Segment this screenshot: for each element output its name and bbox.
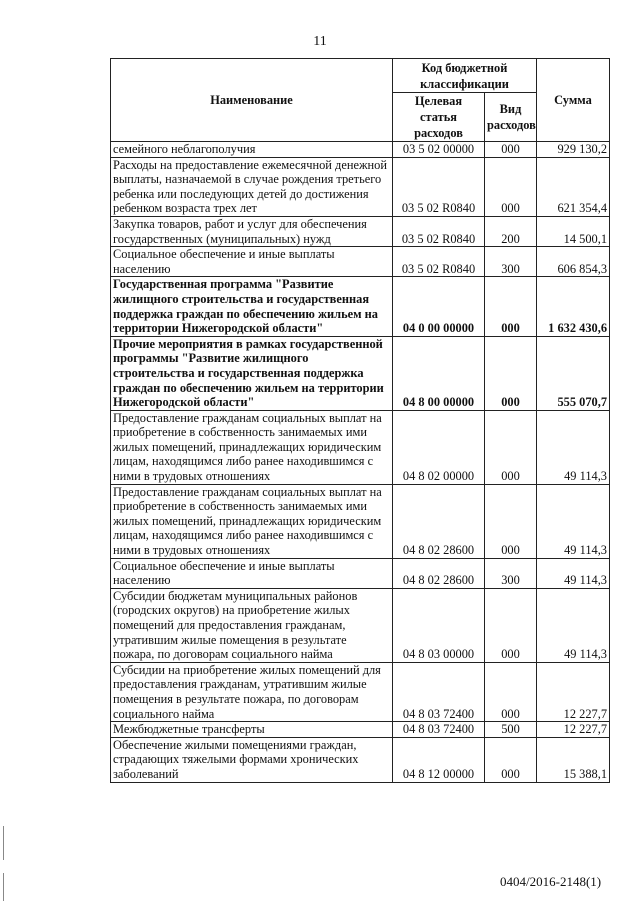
document-footer-code: 0404/2016-2148(1) xyxy=(500,874,602,889)
row-target-article: 03 5 02 R0840 xyxy=(393,216,485,246)
row-target-article: 04 8 02 28600 xyxy=(393,484,485,558)
row-name: Обеспечение жилыми помещениями граждан, страдающих тяжелыми формами хронических заболеваний xyxy=(111,737,393,782)
row-expense-type: 500 xyxy=(485,722,537,738)
row-expense-type: 000 xyxy=(485,157,537,216)
table-row xyxy=(111,722,610,738)
row-sum: 555 070,7 xyxy=(537,336,610,410)
row-expense-type: 000 xyxy=(485,484,537,558)
budget-table xyxy=(110,58,610,783)
row-name: Закупка товаров, работ и услуг для обеспечения государственных (муниципальных) нужд xyxy=(111,216,393,246)
table-row xyxy=(111,558,610,588)
row-sum: 12 227,7 xyxy=(537,662,610,721)
row-sum: 49 114,3 xyxy=(537,484,610,558)
table-body xyxy=(111,142,610,783)
row-name: Социальное обеспечение и иные выплаты населению xyxy=(111,558,393,588)
row-expense-type: 000 xyxy=(485,662,537,721)
row-name: семейного неблагополучия xyxy=(111,142,393,158)
row-target-article: 03 5 02 R0840 xyxy=(393,157,485,216)
row-target-article: 04 8 03 72400 xyxy=(393,722,485,738)
row-name: Прочие мероприятия в рамках государственной программы "Развитие жилищного строительства и государственная поддержка граждан по обеспечению жильем на территории Нижегородской области" xyxy=(111,336,393,410)
table-row xyxy=(111,588,610,662)
table-row xyxy=(111,142,610,158)
header-target-article: Целевая статья расходов xyxy=(393,93,485,142)
row-name: Государственная программа "Развитие жилищного строительства и государственная поддержка граждан по обеспечению жильем на территории Нижегородской области" xyxy=(111,277,393,336)
row-expense-type: 200 xyxy=(485,216,537,246)
row-target-article: 03 5 02 00000 xyxy=(393,142,485,158)
table-row xyxy=(111,216,610,246)
row-sum: 1 632 430,6 xyxy=(537,277,610,336)
row-sum: 929 130,2 xyxy=(537,142,610,158)
row-sum: 606 854,3 xyxy=(537,247,610,277)
row-target-article: 04 8 00 00000 xyxy=(393,336,485,410)
header-name: Наименование xyxy=(111,59,393,142)
row-name: Расходы на предоставление ежемесячной денежной выплаты, назначаемой в случае рождения третьего ребенка или последующих детей до достижения ребенком возраста трех лет xyxy=(111,157,393,216)
table-row xyxy=(111,157,610,216)
row-target-article: 04 8 02 28600 xyxy=(393,558,485,588)
table-row xyxy=(111,737,610,782)
row-sum: 15 388,1 xyxy=(537,737,610,782)
row-target-article: 04 8 03 72400 xyxy=(393,662,485,721)
table-row xyxy=(111,277,610,336)
row-name: Предоставление гражданам социальных выплат на приобретение в собственность занимаемых ими жилых помещений, принадлежащих юридическим лицам, находящимся либо ранее находившимся с ними в трудовых отношениях xyxy=(111,410,393,484)
row-sum: 12 227,7 xyxy=(537,722,610,738)
page-number: 11 xyxy=(313,34,327,49)
header-sum: Сумма xyxy=(537,59,610,142)
table-row xyxy=(111,336,610,410)
row-expense-type: 300 xyxy=(485,558,537,588)
row-target-article: 04 0 00 00000 xyxy=(393,277,485,336)
row-target-article: 04 8 02 00000 xyxy=(393,410,485,484)
row-expense-type: 000 xyxy=(485,410,537,484)
row-sum: 621 354,4 xyxy=(537,157,610,216)
row-expense-type: 000 xyxy=(485,588,537,662)
scan-edge-mark-lower xyxy=(3,873,4,901)
row-sum: 49 114,3 xyxy=(537,558,610,588)
header-code-group: Код бюджетной классификации xyxy=(393,59,537,93)
table-row xyxy=(111,662,610,721)
row-name: Межбюджетные трансферты xyxy=(111,722,393,738)
table-row xyxy=(111,410,610,484)
row-name: Субсидии на приобретение жилых помещений для предоставления гражданам, утратившим жилые помещения в результате пожара, по договорам социального найма xyxy=(111,662,393,721)
row-expense-type: 000 xyxy=(485,277,537,336)
row-target-article: 04 8 12 00000 xyxy=(393,737,485,782)
row-target-article: 03 5 02 R0840 xyxy=(393,247,485,277)
row-expense-type: 000 xyxy=(485,737,537,782)
scan-edge-mark xyxy=(3,826,4,860)
row-expense-type: 300 xyxy=(485,247,537,277)
row-name: Социальное обеспечение и иные выплаты населению xyxy=(111,247,393,277)
row-name: Предоставление гражданам социальных выплат на приобретение в собственность занимаемых ими жилых помещений, принадлежащих юридическим лицам, находящимся либо ранее находившимся с ними в трудовых отношениях xyxy=(111,484,393,558)
table-row xyxy=(111,247,610,277)
row-sum: 14 500,1 xyxy=(537,216,610,246)
header-expense-type: Вид расходов xyxy=(485,93,537,142)
row-sum: 49 114,3 xyxy=(537,410,610,484)
row-name: Субсидии бюджетам муниципальных районов (городских округов) на приобретение жилых помещений для предоставления гражданам, утратившим жилые помещения в результате пожара, по договорам социального найма xyxy=(111,588,393,662)
row-target-article: 04 8 03 00000 xyxy=(393,588,485,662)
table-header xyxy=(111,59,610,142)
row-sum: 49 114,3 xyxy=(537,588,610,662)
row-expense-type: 000 xyxy=(485,336,537,410)
row-expense-type: 000 xyxy=(485,142,537,158)
table-row xyxy=(111,484,610,558)
